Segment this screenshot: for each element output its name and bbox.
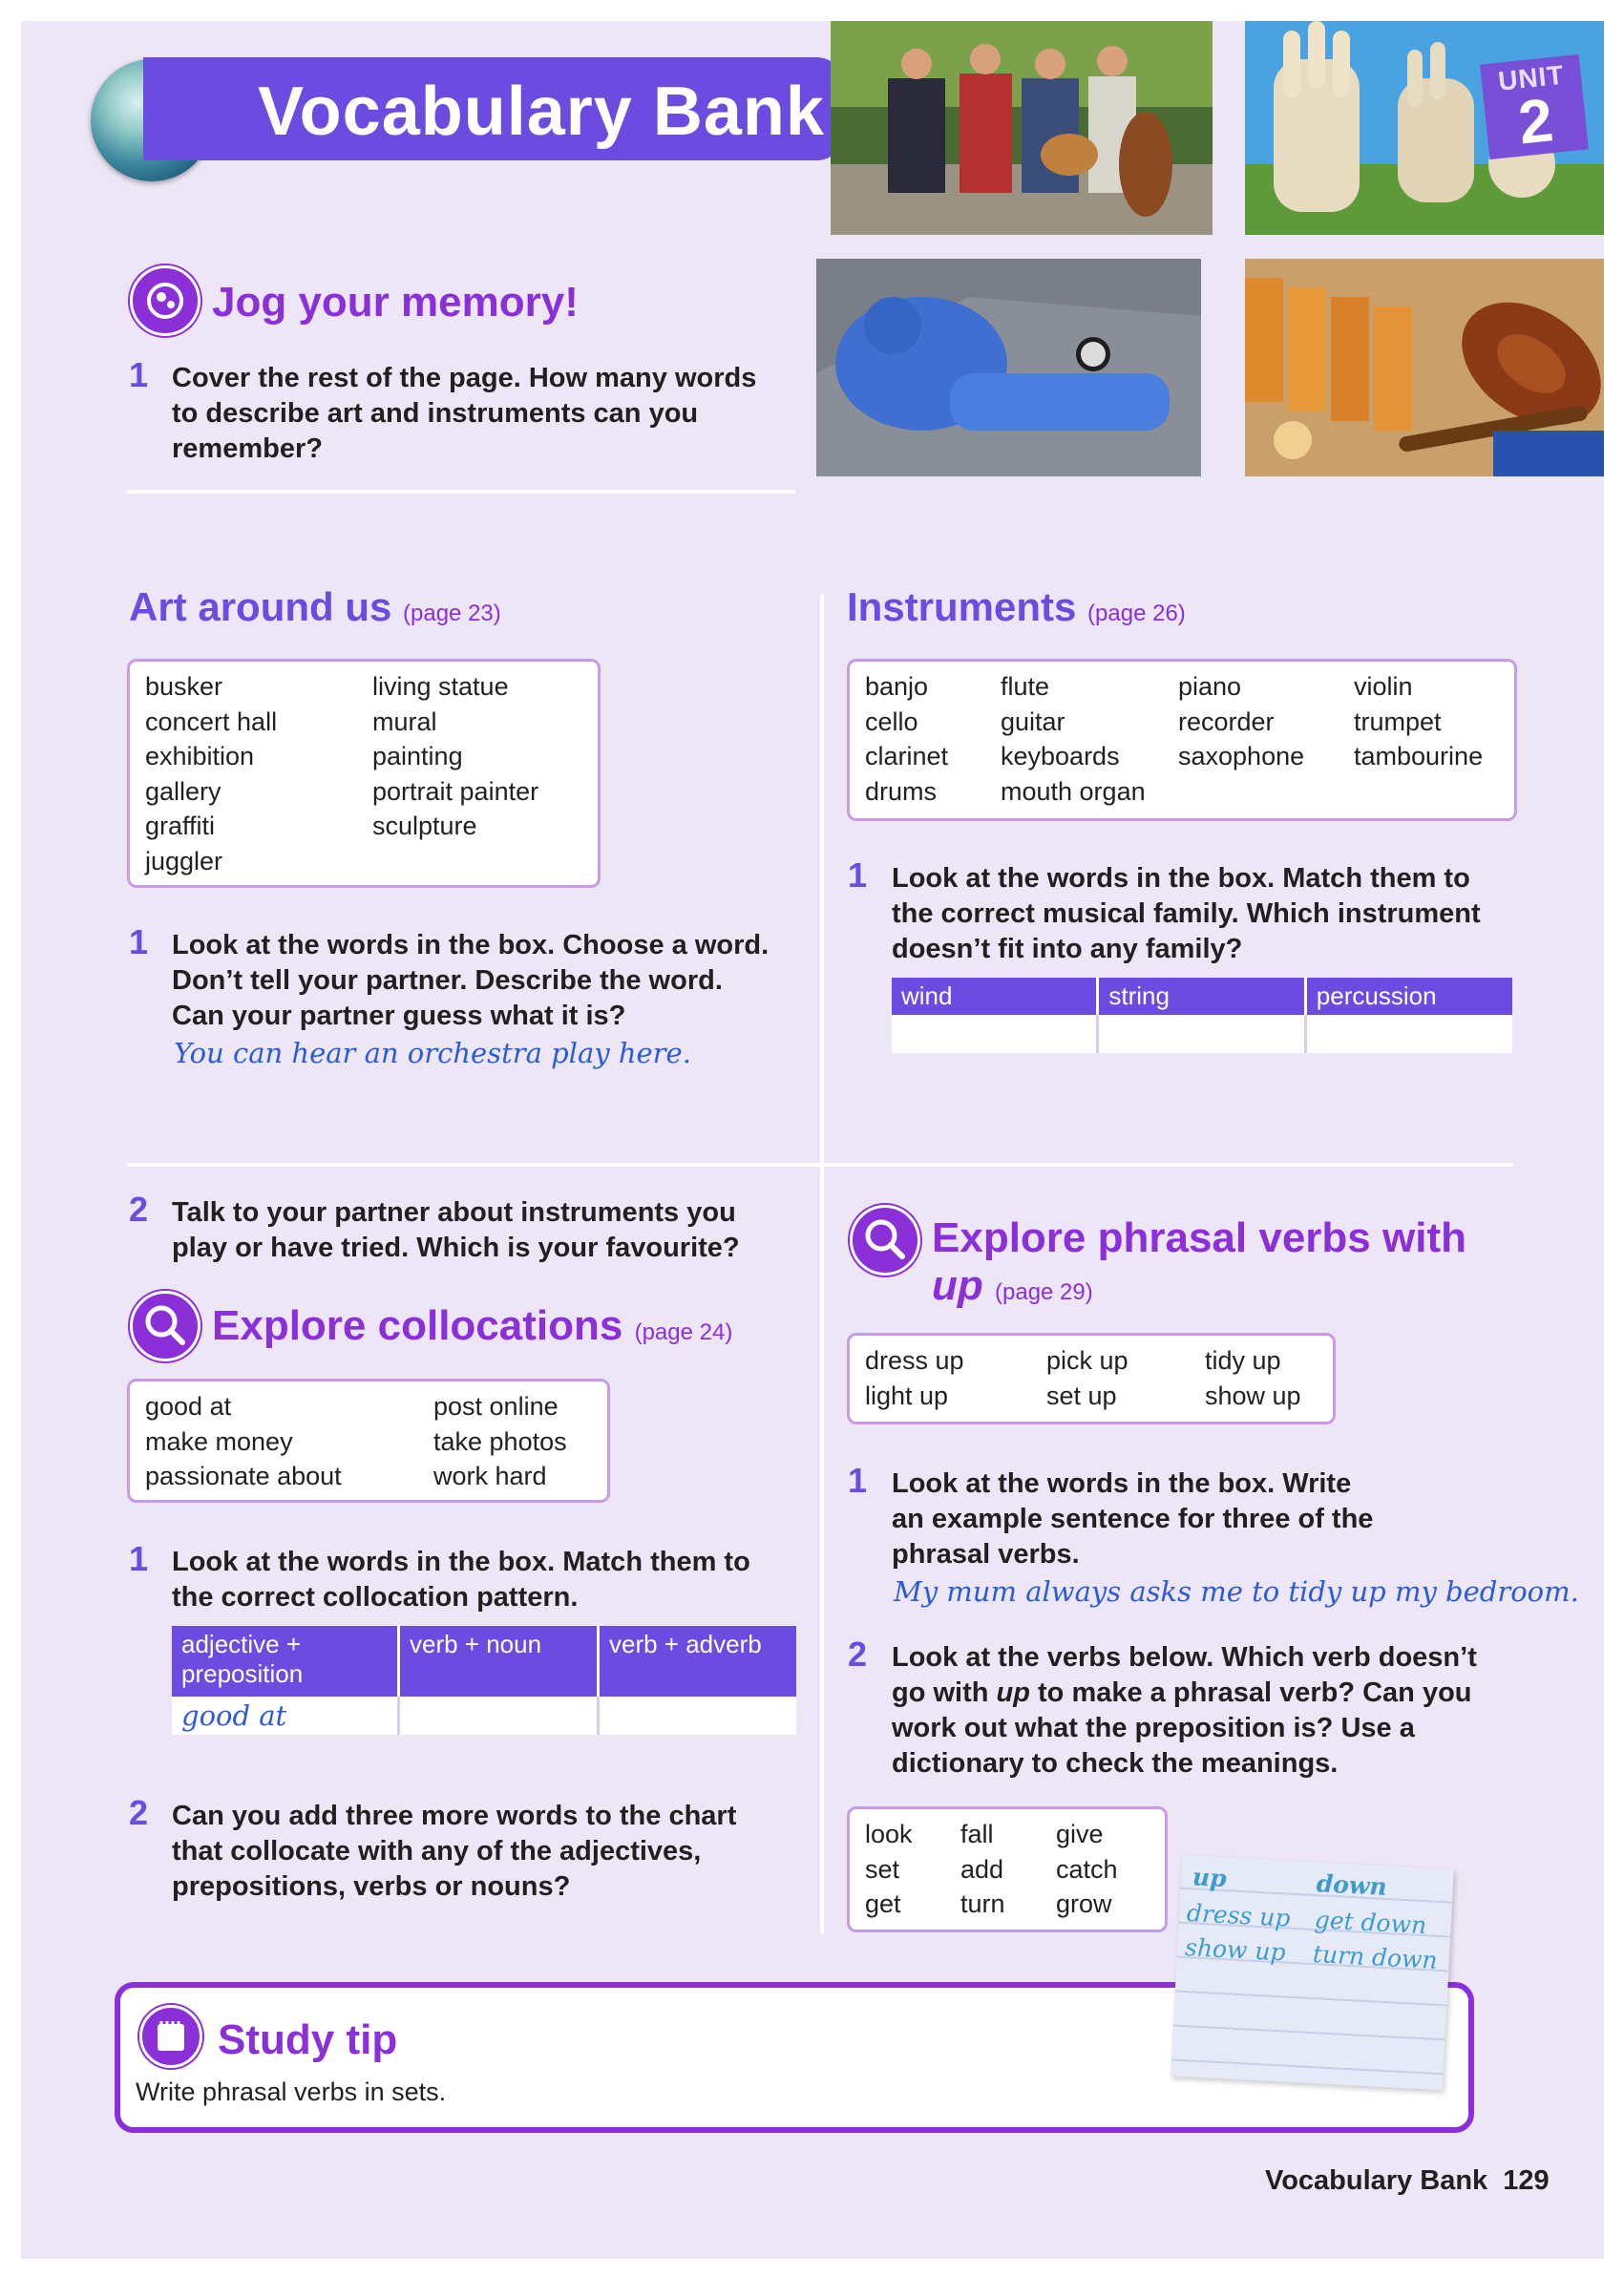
jog-q1-text <box>172 361 756 467</box>
word-item: fall <box>960 1820 994 1848</box>
table-cell[interactable] <box>599 1697 797 1735</box>
art-page-ref: (page 23) <box>403 601 501 626</box>
collocations-q1-number: 1 <box>129 1539 149 1578</box>
instruments-heading <box>847 584 1186 630</box>
collocations-heading <box>212 1302 732 1350</box>
table-header: verb + noun <box>399 1626 599 1697</box>
word-item: exhibition <box>145 742 255 770</box>
word-item: take photos <box>433 1426 567 1456</box>
word-item: clarinet <box>865 742 949 770</box>
word-item: passionate about <box>145 1462 342 1490</box>
collocations-heading-text: Explore collocations <box>212 1302 623 1349</box>
word-item: living statue <box>372 672 509 701</box>
word-item: post online <box>433 1392 559 1421</box>
word-item: set up <box>1046 1381 1117 1410</box>
table-cell[interactable] <box>1305 1015 1512 1053</box>
word-item: work hard <box>433 1462 547 1490</box>
table-header: adjective + preposition <box>172 1626 399 1697</box>
note-head-up: up <box>1192 1863 1228 1893</box>
jog-q1-number: 1 <box>129 355 149 394</box>
art-q2-line: Talk to your partner about instruments you <box>172 1197 736 1228</box>
page-title: Vocabulary Bank <box>258 74 825 150</box>
word-item: dress up <box>865 1346 964 1375</box>
word-item: mural <box>372 707 437 736</box>
art-heading <box>129 584 501 630</box>
word-item: good at <box>145 1392 232 1421</box>
collocations-q2-text <box>172 1799 736 1905</box>
study-tip-text: Write phrasal verbs in sets. <box>136 2078 447 2106</box>
art-q1-example: You can hear an orchestra play here. <box>174 1037 691 1069</box>
page-number: 129 <box>1503 2165 1550 2196</box>
phrasal-q1-line: an example sentence for three of the <box>892 1504 1374 1534</box>
collocations-q2-line: that collocate with any of the adjectives, <box>172 1836 702 1867</box>
phrasal-q2-text-part: go with <box>892 1677 997 1708</box>
table-cell[interactable] <box>399 1697 599 1735</box>
phrasal-q2-line: work out what the preposition is? Use a <box>892 1713 1415 1743</box>
table-header: percussion <box>1305 978 1512 1015</box>
word-item: violin <box>1354 672 1413 701</box>
instruments-word-box <box>847 659 1517 821</box>
word-item: graffiti <box>145 812 216 840</box>
instruments-q1-number: 1 <box>848 855 868 895</box>
phrasal-q2-line: Look at the verbs below. Which verb doesn’t <box>892 1642 1477 1673</box>
word-item: pick up <box>1046 1346 1128 1375</box>
collocations-q2-line: Can you add three more words to the chart <box>172 1801 737 1831</box>
word-item: show up <box>1205 1381 1301 1410</box>
word-item: get <box>865 1889 901 1918</box>
jog-heading: Jog your memory! <box>212 279 579 326</box>
art-q1-line: Can your partner guess what it is? <box>172 1001 626 1031</box>
divider <box>127 490 795 494</box>
phrasal-q2-line <box>892 1676 1477 1711</box>
table-cell[interactable] <box>1098 1015 1305 1053</box>
note-card <box>1171 1855 1454 2091</box>
art-q1-line: Don’t tell your partner. Describe the word. <box>172 965 723 996</box>
phrasal-q2-line: dictionary to check the meanings. <box>892 1748 1339 1779</box>
collocations-q2-number: 2 <box>129 1793 149 1832</box>
word-item: grow <box>1056 1889 1112 1918</box>
unit-label: UNIT <box>1496 59 1566 96</box>
unit-badge <box>1480 54 1589 159</box>
phrasal-q1-number: 1 <box>848 1461 868 1500</box>
magnifier-icon <box>130 1291 200 1361</box>
art-q2-text <box>172 1195 740 1266</box>
collocations-word-box <box>127 1379 610 1503</box>
note-down-1: get down <box>1314 1906 1427 1940</box>
jog-q1-line: Cover the rest of the page. How many words <box>172 363 757 393</box>
instruments-col1 <box>865 669 948 809</box>
phrasal-heading-line2 <box>932 1262 1093 1310</box>
art-q1-text <box>172 928 769 1034</box>
table-header: verb + adverb <box>599 1626 797 1697</box>
verbs-col3 <box>1056 1817 1118 1922</box>
word-item: portrait painter <box>372 776 539 806</box>
word-item: flute <box>1001 672 1050 701</box>
instruments-col2 <box>1001 669 1146 809</box>
magnifier-icon <box>850 1205 920 1276</box>
unit-number: 2 <box>1515 85 1557 158</box>
instruments-q1-line: doesn’t fit into any family? <box>892 934 1243 964</box>
word-item: gallery <box>145 776 221 806</box>
table-cell[interactable] <box>892 1015 1098 1053</box>
phrasal-heading: Explore phrasal verbs with <box>932 1214 1466 1261</box>
note-head-down: down <box>1316 1869 1388 1901</box>
notepad-icon <box>139 2005 202 2068</box>
table-header: string <box>1098 978 1305 1015</box>
word-item: drums <box>865 776 938 806</box>
phrasal-word-box <box>847 1333 1336 1424</box>
collocations-q2-line: prepositions, verbs or nouns? <box>172 1871 571 1902</box>
word-item: look <box>865 1820 913 1848</box>
word-item: set <box>865 1854 900 1884</box>
footer-label: Vocabulary Bank <box>1265 2165 1488 2196</box>
art-q1-line: Look at the words in the box. Choose a word. <box>172 930 770 960</box>
art-word-box <box>127 659 601 888</box>
note-up-1: dress up <box>1186 1899 1292 1932</box>
instruments-col4 <box>1354 669 1483 774</box>
word-item: juggler <box>145 846 223 875</box>
divider <box>127 1163 1513 1167</box>
instruments-q1-text <box>892 861 1481 967</box>
jog-q1-line: to describe art and instruments can you <box>172 398 699 429</box>
art-q1-number: 1 <box>129 922 149 961</box>
phrasal-q2-text-up: up <box>996 1677 1030 1708</box>
phrasal-q1-line: Look at the words in the box. Write <box>892 1468 1352 1499</box>
word-item: trumpet <box>1354 707 1442 736</box>
note-up-2: show up <box>1184 1933 1287 1967</box>
instruments-heading-text: Instruments <box>847 584 1077 629</box>
phrasal-q1-text <box>892 1466 1373 1572</box>
word-item: concert hall <box>145 707 278 736</box>
word-item: sculpture <box>372 812 477 840</box>
word-item: banjo <box>865 672 929 701</box>
instruments-col3 <box>1178 669 1304 774</box>
word-item: add <box>960 1854 1004 1884</box>
word-item: mouth organ <box>1001 776 1146 806</box>
column-divider <box>820 594 824 1934</box>
instruments-q1-line: the correct musical family. Which instrument <box>892 898 1481 929</box>
collocations-col1 <box>145 1389 342 1494</box>
word-item: busker <box>145 672 223 701</box>
table-cell-example[interactable]: good at <box>172 1697 399 1735</box>
art-q2-number: 2 <box>129 1190 149 1229</box>
word-item: give <box>1056 1820 1104 1848</box>
art-heading-text: Art around us <box>129 584 392 629</box>
collocations-table <box>172 1626 796 1735</box>
phrasal-col2 <box>1046 1343 1128 1413</box>
art-q2-line: play or have tried. Which is your favourite? <box>172 1233 740 1263</box>
collocations-q1-line: the correct collocation pattern. <box>172 1582 579 1613</box>
art-words-col1 <box>145 669 277 878</box>
word-item: saxophone <box>1178 742 1305 770</box>
phrasal-page-ref: (page 29) <box>995 1279 1093 1305</box>
instruments-photo <box>1245 259 1604 476</box>
instruments-table <box>892 978 1512 1053</box>
collocations-q1-line: Look at the words in the box. Match them to <box>172 1547 750 1577</box>
phrasal-q1-example: My mum always asks me to tidy up my bedroom. <box>894 1575 1579 1608</box>
jog-q1-line: remember? <box>172 433 323 464</box>
word-item: turn <box>960 1889 1005 1918</box>
word-item: make money <box>145 1426 293 1456</box>
word-item: keyboards <box>1001 742 1120 770</box>
note-down-2: turn down <box>1312 1940 1439 1974</box>
word-item: painting <box>372 742 463 770</box>
phrasal-q2-text-part: to make a phrasal verb? Can you <box>1029 1677 1472 1708</box>
verbs-col2 <box>960 1817 1005 1922</box>
phrasal-q2-text <box>892 1640 1477 1782</box>
page-footer <box>1265 2165 1550 2197</box>
living-statue-photo <box>816 259 1201 476</box>
verbs-word-box <box>847 1806 1168 1932</box>
collocations-col2 <box>433 1389 567 1494</box>
word-item: cello <box>865 707 918 736</box>
word-item: guitar <box>1001 707 1065 736</box>
collocations-q1-text <box>172 1545 750 1615</box>
brain-gears-icon <box>130 265 200 336</box>
phrasal-col1 <box>865 1343 964 1413</box>
phrasal-q2-number: 2 <box>848 1635 868 1674</box>
word-item: light up <box>865 1381 949 1410</box>
phrasal-heading-up: up <box>932 1262 983 1309</box>
verbs-col1 <box>865 1817 913 1922</box>
word-item: catch <box>1056 1854 1118 1884</box>
phrasal-q1-line: phrasal verbs. <box>892 1539 1080 1570</box>
word-item: tidy up <box>1205 1346 1281 1375</box>
table-header: wind <box>892 978 1098 1015</box>
buskers-photo <box>831 21 1213 235</box>
word-item: recorder <box>1178 707 1275 736</box>
art-words-col2 <box>372 669 538 844</box>
instruments-q1-line: Look at the words in the box. Match them to <box>892 863 1470 894</box>
phrasal-col3 <box>1205 1343 1301 1413</box>
instruments-page-ref: (page 26) <box>1087 601 1186 626</box>
word-item: tambourine <box>1354 742 1484 770</box>
study-tip-heading: Study tip <box>218 2016 398 2063</box>
word-item: piano <box>1178 672 1242 701</box>
collocations-page-ref: (page 24) <box>634 1319 733 1345</box>
